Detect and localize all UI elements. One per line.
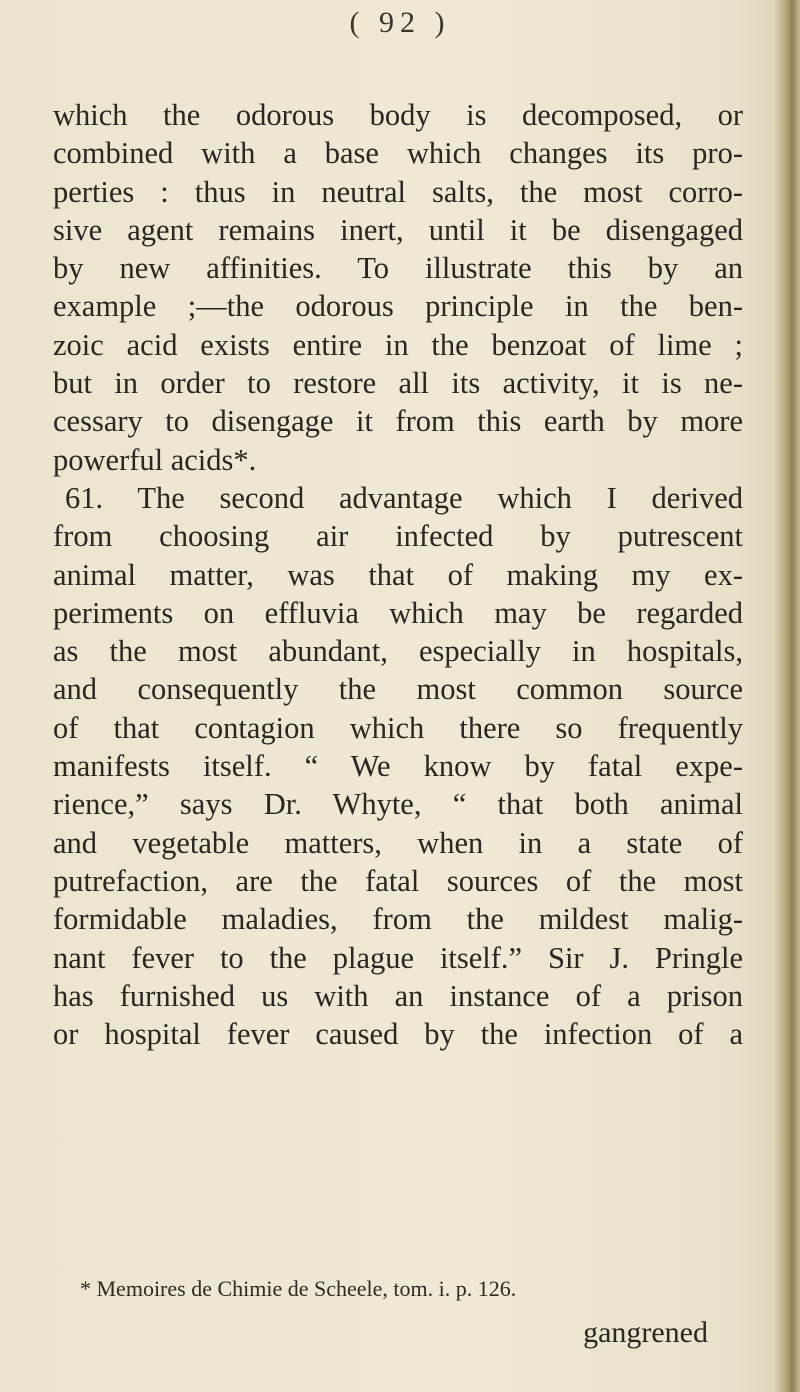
paragraph-start-line: 61. The second advantage which I derived: [65, 480, 743, 515]
text-line: animal matter, was that of making my ex-: [53, 557, 743, 592]
text-line: by new affinities. To illustrate this by an: [53, 251, 743, 286]
body-text: [53, 96, 743, 1053]
text-line: example ;—the odorous principle in the ben-: [53, 289, 743, 324]
text-line: and consequently the most common source: [53, 672, 743, 707]
text-line: but in order to restore all its activity, it is ne-: [53, 366, 743, 401]
text-line: of that contagion which there so frequently: [53, 710, 743, 745]
text-line: formidable maladies, from the mildest malig-: [53, 902, 743, 937]
text-line: combined with a base which changes its pro-: [53, 136, 743, 171]
page-number: ( 92 ): [349, 6, 451, 39]
text-line: has furnished us with an instance of a prison: [53, 978, 743, 1013]
text-line: perties : thus in neutral salts, the most corro-: [53, 174, 743, 209]
text-line: manifests itself. “ We know by fatal expe-: [53, 749, 743, 784]
text-line: as the most abundant, especially in hospitals,: [53, 634, 743, 669]
text-line: periments on effluvia which may be regarded: [53, 595, 743, 630]
text-line: cessary to disengage it from this earth by more: [53, 404, 743, 439]
text-line: or hospital fever caused by the infection of a: [53, 1017, 743, 1052]
text-line: which the odorous body is decomposed, or: [53, 98, 743, 132]
text-line: zoic acid exists entire in the benzoat of lime ;: [53, 327, 743, 362]
footnote: * Memoires de Chimie de Scheele, tom. i. p. 126.: [80, 1276, 517, 1301]
text-line: from choosing air infected by putrescent: [53, 519, 743, 554]
text-line: putrefaction, are the fatal sources of the most: [53, 863, 743, 898]
page-edge-shadow: [774, 0, 800, 1392]
text-line: nant fever to the plague itself.” Sir J. Pringle: [53, 940, 743, 975]
text-line: rience,” says Dr. Whyte, “ that both animal: [53, 787, 743, 822]
catchword: gangrened: [583, 1316, 708, 1349]
text-line: sive agent remains inert, until it be disengaged: [53, 212, 743, 247]
text-line: and vegetable matters, when in a state of: [53, 825, 743, 860]
text-line: powerful acids*.: [53, 442, 257, 477]
